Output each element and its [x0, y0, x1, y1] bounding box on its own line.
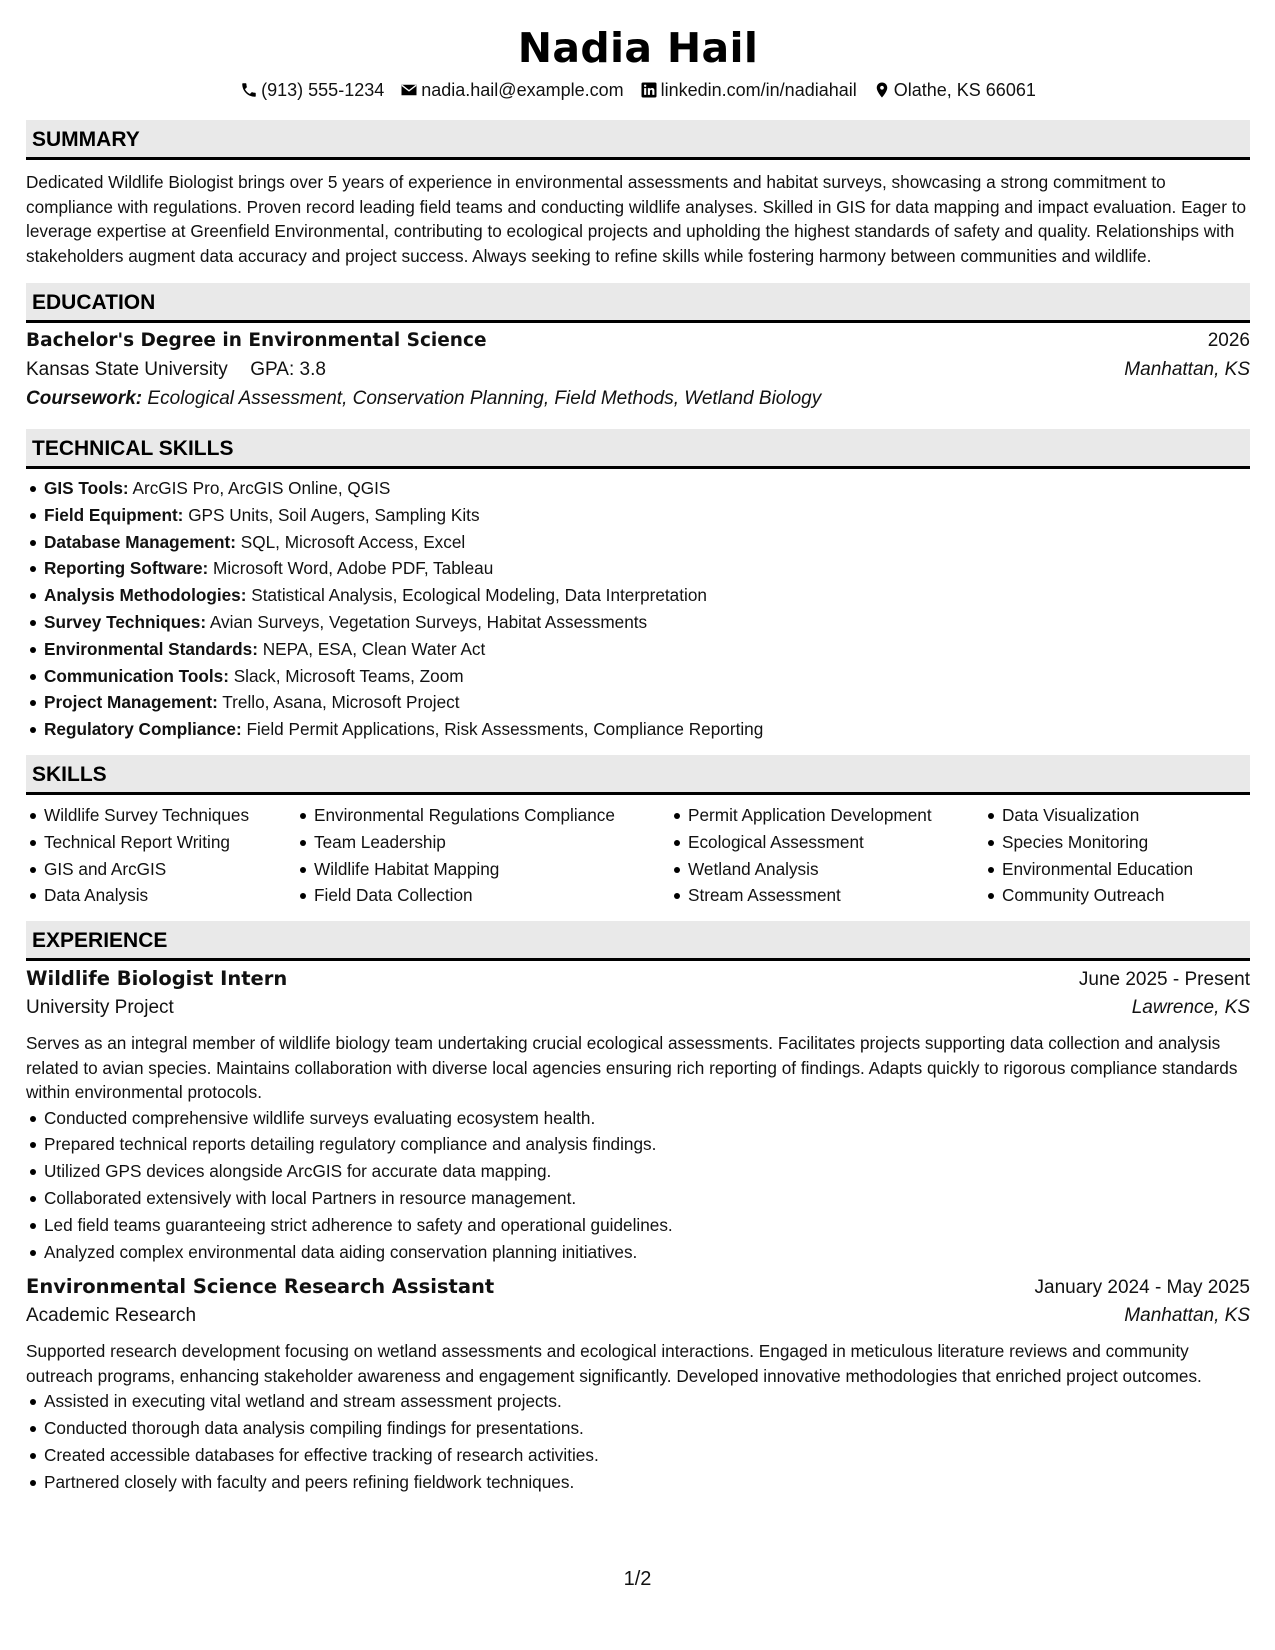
list-item: Data Analysis [26, 882, 296, 909]
job-title: Environmental Science Research Assistant [26, 1275, 495, 1299]
list-item: Analyzed complex environmental data aiding conservation planning initiatives. [26, 1239, 1250, 1266]
skills-column [984, 802, 1193, 909]
list-item: Project Management: Trello, Asana, Microsoft Project [26, 689, 1250, 716]
email-text[interactable]: nadia.hail@example.com [421, 80, 624, 100]
list-item: Field Data Collection [296, 882, 670, 909]
job-dates: January 2024 - May 2025 [1034, 1277, 1250, 1299]
gpa: GPA: 3.8 [250, 359, 326, 380]
job-description: Supported research development focusing on wetland assessments and ecological interactions. Engaged in meticulous literature reviews and community outreach programs, enhancing stakeholder awareness and engagement significantly. Developed innovative methodologies that enriched project outcomes. [26, 1341, 1202, 1386]
coursework-label: Coursework: [26, 388, 143, 409]
list-item: GIS and ArcGIS [26, 856, 296, 883]
list-item: Species Monitoring [984, 829, 1193, 856]
candidate-name: Nadia Hail [517, 24, 759, 72]
list-item: Assisted in executing vital wetland and stream assessment projects. [26, 1388, 1250, 1415]
summary-text: Dedicated Wildlife Biologist brings over 5 years of experience in environmental assessments and habitat surveys, showcasing a strong commitment to compliance with regulations. Proven record leading field teams and conducting wildlife analyses. Skilled in GIS for data mapping and impact evaluation. Eager to leverage expertise at Greenfield Environmental, contributing to ecological projects and upholding the highest standards of safety and quality. Relationships with stakeholders augment data accuracy and project success. Always seeking to refine skills while fostering harmony between communities and wildlife. [26, 172, 1247, 266]
list-item: Environmental Standards: NEPA, ESA, Clean Water Act [26, 636, 1250, 663]
resume-page [26, 22, 1250, 1496]
list-item: Wildlife Survey Techniques [26, 802, 296, 829]
list-item: Environmental Regulations Compliance [296, 802, 670, 829]
contact-bar [26, 78, 1250, 102]
job-entry [26, 1275, 1250, 1495]
map-pin-icon [873, 81, 891, 99]
skills-column [296, 802, 670, 909]
list-item: Conducted thorough data analysis compiling findings for presentations. [26, 1415, 1250, 1442]
contact-email[interactable] [400, 78, 623, 102]
coursework-list: Ecological Assessment, Conservation Planning, Field Methods, Wetland Biology [147, 388, 822, 409]
list-item: Wildlife Habitat Mapping [296, 856, 670, 883]
list-item: Utilized GPS devices alongside ArcGIS for accurate data mapping. [26, 1158, 1250, 1185]
list-item: Prepared technical reports detailing regulatory compliance and analysis findings. [26, 1131, 1250, 1158]
list-item: Stream Assessment [670, 882, 984, 909]
phone-text: (913) 555-1234 [261, 80, 385, 100]
skills-grid [26, 802, 1250, 909]
list-item: Partnered closely with faculty and peers refining fieldwork techniques. [26, 1469, 1250, 1496]
list-item: Data Visualization [984, 802, 1193, 829]
school-name: Kansas State University [26, 359, 228, 380]
job-organization: University Project [26, 997, 174, 1019]
job-location: Manhattan, KS [1124, 1305, 1250, 1327]
list-item: Database Management: SQL, Microsoft Access, Excel [26, 529, 1250, 556]
list-item: GIS Tools: ArcGIS Pro, ArcGIS Online, QGIS [26, 475, 1250, 502]
list-item: Analysis Methodologies: Statistical Analysis, Ecological Modeling, Data Interpretation [26, 582, 1250, 609]
contact-location [873, 78, 1036, 102]
experience-heading: EXPERIENCE [26, 921, 1250, 961]
graduation-year: 2026 [1207, 330, 1250, 351]
education-heading: EDUCATION [26, 283, 1250, 323]
linkedin-text[interactable]: linkedin.com/in/nadiahail [660, 80, 857, 100]
skills-heading: SKILLS [26, 755, 1250, 795]
list-item: Environmental Education [984, 856, 1193, 883]
summary-heading: SUMMARY [26, 120, 1250, 160]
list-item: Created accessible databases for effective tracking of research activities. [26, 1442, 1250, 1469]
job-description: Serves as an integral member of wildlife biology team undertaking crucial ecological assessments. Facilitates projects supporting data collection and analysis related to avian species. Maintains collaboration with diverse local agencies ensuring rich reporting of findings. Adapts quickly to rigorous compliance standards within environmental protocols. [26, 1033, 1238, 1103]
list-item: Regulatory Compliance: Field Permit Applications, Risk Assessments, Compliance Reporting [26, 716, 1250, 743]
list-item: Collaborated extensively with local Partners in resource management. [26, 1185, 1250, 1212]
technical-skills-heading: TECHNICAL SKILLS [26, 429, 1250, 469]
education-entry [26, 330, 1250, 417]
envelope-icon [400, 81, 418, 99]
list-item: Led field teams guaranteeing strict adherence to safety and operational guidelines. [26, 1212, 1250, 1239]
list-item: Team Leadership [296, 829, 670, 856]
linkedin-icon [640, 81, 658, 99]
list-item: Permit Application Development [670, 802, 984, 829]
job-title: Wildlife Biologist Intern [26, 967, 288, 991]
skills-column [26, 802, 296, 909]
technical-skills-list [26, 475, 1250, 743]
list-item: Reporting Software: Microsoft Word, Adobe PDF, Tableau [26, 555, 1250, 582]
job-dates: June 2025 - Present [1078, 969, 1250, 991]
job-organization: Academic Research [26, 1305, 197, 1327]
job-bullets [26, 1388, 1250, 1495]
list-item: Ecological Assessment [670, 829, 984, 856]
school-location: Manhattan, KS [1124, 359, 1250, 380]
list-item: Communication Tools: Slack, Microsoft Teams, Zoom [26, 663, 1250, 690]
job-location: Lawrence, KS [1131, 997, 1250, 1019]
job-bullets [26, 1105, 1250, 1266]
list-item: Wetland Analysis [670, 856, 984, 883]
location-text: Olathe, KS 66061 [893, 80, 1036, 100]
degree-title: Bachelor's Degree in Environmental Science [26, 330, 487, 351]
list-item: Field Equipment: GPS Units, Soil Augers, Sampling Kits [26, 502, 1250, 529]
contact-linkedin[interactable] [640, 78, 857, 102]
list-item: Conducted comprehensive wildlife surveys evaluating ecosystem health. [26, 1105, 1250, 1132]
job-entry [26, 967, 1250, 1265]
list-item: Survey Techniques: Avian Surveys, Vegetation Surveys, Habitat Assessments [26, 609, 1250, 636]
list-item: Technical Report Writing [26, 829, 296, 856]
list-item: Community Outreach [984, 882, 1193, 909]
contact-phone [240, 78, 384, 102]
page-number: 1/2 [623, 1568, 652, 1590]
skills-column [670, 802, 984, 909]
phone-icon [240, 81, 258, 99]
